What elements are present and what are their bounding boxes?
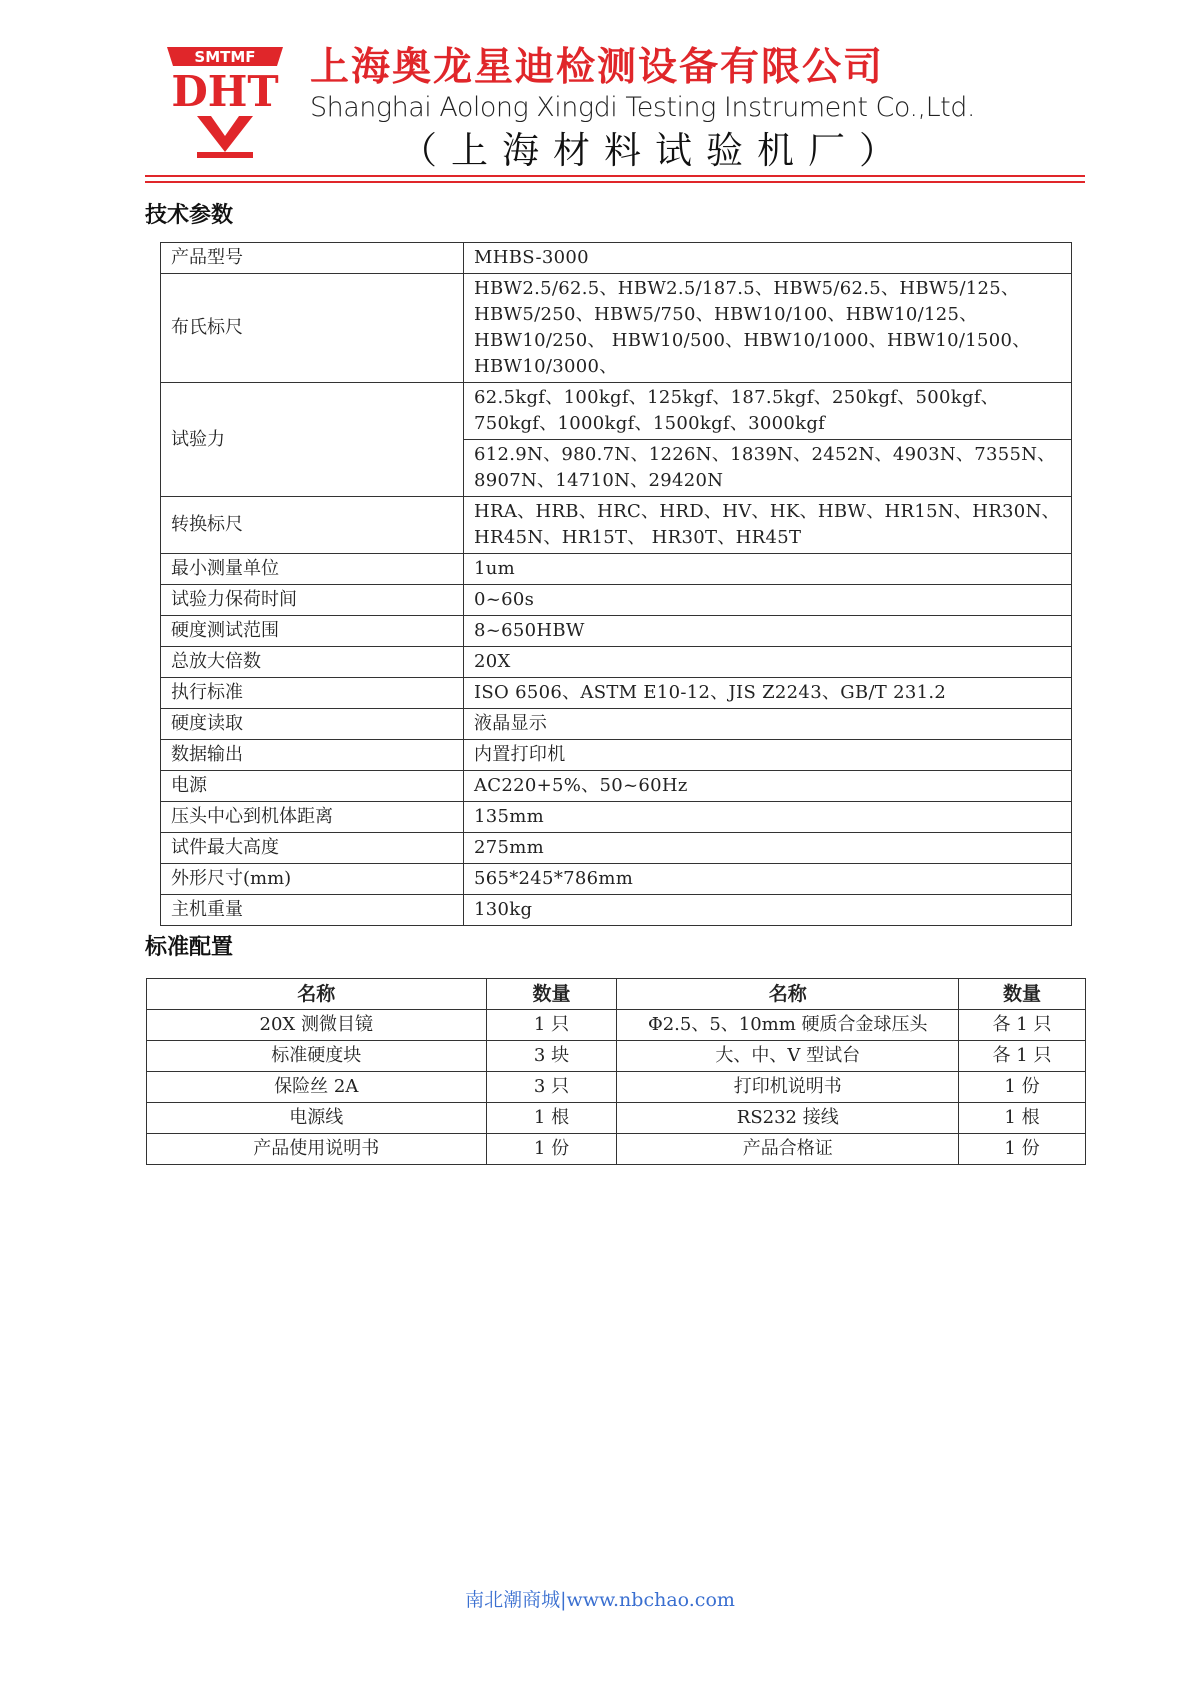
- header-divider: [145, 181, 1085, 183]
- table-row: [161, 274, 1072, 383]
- table-row: [161, 740, 1072, 771]
- param-value: 1um: [464, 554, 1072, 585]
- item-name: 打印机说明书: [617, 1072, 959, 1103]
- param-name: 硬度测试范围: [161, 616, 464, 647]
- item-name: Φ2.5、5、10mm 硬质合金球压头: [617, 1010, 959, 1041]
- table-row: [161, 554, 1072, 585]
- item-qty: 1 根: [959, 1103, 1086, 1134]
- item-qty: 1 份: [959, 1072, 1086, 1103]
- table-row: [161, 771, 1072, 802]
- param-name: 硬度读取: [161, 709, 464, 740]
- item-name: 大、中、V 型试台: [617, 1041, 959, 1072]
- param-name: 最小测量单位: [161, 554, 464, 585]
- table-row: [161, 833, 1072, 864]
- param-name: 试件最大高度: [161, 833, 464, 864]
- column-header: 名称: [147, 979, 487, 1010]
- item-qty: 1 只: [486, 1010, 617, 1041]
- item-name: 产品合格证: [617, 1134, 959, 1165]
- table-row: [147, 1041, 1086, 1072]
- item-qty: 1 份: [959, 1134, 1086, 1165]
- item-name: 标准硬度块: [147, 1041, 487, 1072]
- param-value: 565*245*786mm: [464, 864, 1072, 895]
- param-value: 8~650HBW: [464, 616, 1072, 647]
- table-row: [161, 383, 1072, 440]
- footer-link[interactable]: 南北潮商城|www.nbchao.com: [465, 1589, 735, 1611]
- param-value: 20X: [464, 647, 1072, 678]
- param-name: 压头中心到机体距离: [161, 802, 464, 833]
- param-value: HBW2.5/62.5、HBW2.5/187.5、HBW5/62.5、HBW5/125、HBW5/250、HBW5/750、HBW10/100、HBW10/125、HBW10/250、 HBW10/500、HBW10/1000、HBW10/1500、HBW10/3000、: [464, 274, 1072, 383]
- company-name-cn: 上海奥龙星迪检测设备有限公司: [310, 45, 885, 90]
- param-name: 试验力: [161, 383, 464, 497]
- column-header: 数量: [959, 979, 1086, 1010]
- param-name: 主机重量: [161, 895, 464, 926]
- item-qty: 3 只: [486, 1072, 617, 1103]
- param-value: MHBS-3000: [464, 243, 1072, 274]
- table-row: [161, 616, 1072, 647]
- param-value: 液晶显示: [464, 709, 1072, 740]
- table-row: [161, 585, 1072, 616]
- item-name: 产品使用说明书: [147, 1134, 487, 1165]
- param-name: 总放大倍数: [161, 647, 464, 678]
- param-name: 转换标尺: [161, 497, 464, 554]
- table-row: [147, 1103, 1086, 1134]
- item-qty: 3 块: [486, 1041, 617, 1072]
- std-section-title: 标准配置: [145, 935, 234, 960]
- table-header-row: [147, 979, 1086, 1010]
- param-name: 外形尺寸(mm): [161, 864, 464, 895]
- param-name: 布氏标尺: [161, 274, 464, 383]
- svg-text:SMTMF: SMTMF: [194, 48, 256, 66]
- param-value: 0~60s: [464, 585, 1072, 616]
- header-divider: [145, 175, 1085, 177]
- param-name: 产品型号: [161, 243, 464, 274]
- item-qty: 1 根: [486, 1103, 617, 1134]
- param-name: 数据输出: [161, 740, 464, 771]
- svg-text:DHT: DHT: [171, 67, 279, 116]
- param-value: 612.9N、980.7N、1226N、1839N、2452N、4903N、7355N、8907N、14710N、29420N: [464, 440, 1072, 497]
- table-row: [161, 243, 1072, 274]
- table-row: [147, 1010, 1086, 1041]
- page-header: [145, 40, 1085, 170]
- item-qty: 各 1 只: [959, 1010, 1086, 1041]
- item-qty: 1 份: [486, 1134, 617, 1165]
- param-name: 执行标准: [161, 678, 464, 709]
- table-row: [161, 802, 1072, 833]
- table-row: [161, 678, 1072, 709]
- table-row: [147, 1134, 1086, 1165]
- tech-params-table: [160, 242, 1072, 926]
- param-value: 135mm: [464, 802, 1072, 833]
- company-name-en: Shanghai Aolong Xingdi Testing Instrument Co.,Ltd.: [310, 92, 975, 123]
- param-value: AC220+5%、50~60Hz: [464, 771, 1072, 802]
- table-row: [147, 1072, 1086, 1103]
- company-name-block: [310, 46, 975, 124]
- item-name: 保险丝 2A: [147, 1072, 487, 1103]
- param-name: 电源: [161, 771, 464, 802]
- table-row: [161, 497, 1072, 554]
- param-value: 62.5kgf、100kgf、125kgf、187.5kgf、250kgf、500kgf、750kgf、1000kgf、1500kgf、3000kgf: [464, 383, 1072, 440]
- item-name: 电源线: [147, 1103, 487, 1134]
- company-logo: [165, 44, 295, 164]
- table-row: [161, 864, 1072, 895]
- param-value: 内置打印机: [464, 740, 1072, 771]
- item-qty: 各 1 只: [959, 1041, 1086, 1072]
- column-header: 名称: [617, 979, 959, 1010]
- table-row: [161, 709, 1072, 740]
- item-name: RS232 接线: [617, 1103, 959, 1134]
- tech-section-title: 技术参数: [145, 203, 234, 228]
- param-value: HRA、HRB、HRC、HRD、HV、HK、HBW、HR15N、HR30N、HR45N、HR15T、 HR30T、HR45T: [464, 497, 1072, 554]
- param-value: 130kg: [464, 895, 1072, 926]
- param-value: ISO 6506、ASTM E10-12、JIS Z2243、GB/T 231.2: [464, 678, 1072, 709]
- company-subtitle: （上海材料试验机厂）: [400, 129, 910, 172]
- param-value: 275mm: [464, 833, 1072, 864]
- std-config-table: [146, 978, 1086, 1165]
- column-header: 数量: [486, 979, 617, 1010]
- table-row: [161, 895, 1072, 926]
- param-name: 试验力保荷时间: [161, 585, 464, 616]
- table-row: [161, 647, 1072, 678]
- item-name: 20X 测微目镜: [147, 1010, 487, 1041]
